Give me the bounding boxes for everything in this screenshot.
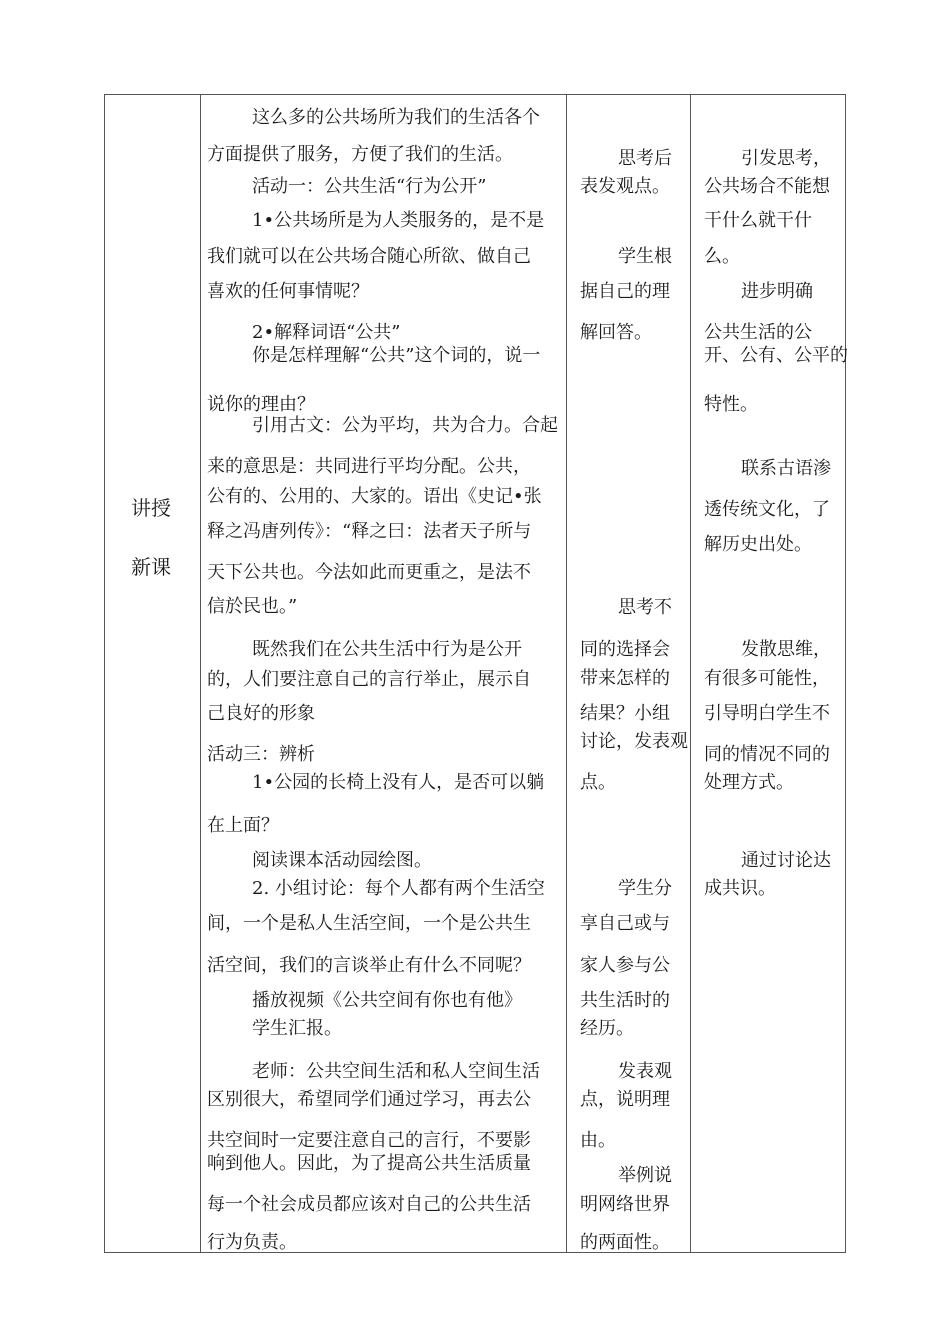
activity-heading: 活动一：公共生活“行为公开”	[252, 176, 487, 197]
student-line: 思考后	[618, 148, 672, 169]
student-line: 发表观	[618, 1061, 672, 1082]
student-line: 解回答。	[580, 322, 652, 343]
content-line: 方面提供了服务，方便了我们的生活。	[207, 144, 513, 165]
intent-line: 透传统文化，了	[704, 499, 830, 520]
content-line: 来的意思是：共同进行平均分配。公共，	[207, 456, 531, 477]
intent-line: 引发思考，	[741, 148, 831, 169]
column-divider	[200, 95, 201, 1252]
stage-label: 讲授	[131, 496, 171, 520]
content-line: 释之冯唐列传》：“释之曰：法者天子所与	[207, 521, 532, 542]
student-line: 结果？小组	[580, 703, 670, 724]
intent-line: 处理方式。	[704, 772, 794, 793]
content-line: 公有的、公用的、大家的。语出《史记•张	[207, 486, 542, 507]
student-line: 据自己的理	[580, 281, 670, 302]
intent-line: 解历史出处。	[704, 534, 812, 555]
intent-line: 进步明确	[741, 281, 813, 302]
intent-line: 么。	[704, 246, 740, 267]
intent-line: 公共场合不能想	[704, 176, 830, 197]
student-line: 的两面性。	[580, 1232, 670, 1253]
student-line: 由。	[580, 1130, 616, 1151]
intent-line: 干什么就干什	[704, 210, 812, 231]
student-line: 共生活时的	[580, 990, 670, 1011]
student-line: 讨论，发表观	[580, 731, 688, 752]
content-line: 间，一个是私人生活空间，一个是公共生	[207, 913, 531, 934]
student-line: 学生根	[618, 246, 672, 267]
student-line: 学生分	[618, 878, 672, 899]
column-divider	[690, 95, 691, 1252]
content-line: 喜欢的任何事情呢？	[207, 281, 369, 302]
intent-line: 特性。	[704, 394, 758, 415]
intent-line: 开、公有、公平的	[704, 345, 848, 366]
student-line: 点。	[580, 772, 616, 793]
content-line: 我们就可以在公共场合随心所欲、做自己	[207, 246, 531, 267]
intent-line: 有很多可能性，	[704, 668, 830, 689]
content-line: 老师：公共空间生活和私人空间生活	[252, 1061, 540, 1082]
student-line: 点，说明理	[580, 1089, 670, 1110]
intent-line: 发散思维，	[741, 639, 831, 660]
student-line: 举例说	[618, 1165, 672, 1186]
stage-label: 新课	[131, 555, 171, 579]
content-line: 播放视频《公共空间有你也有他》	[252, 990, 522, 1011]
content-line: 2•解释词语“公共”	[252, 322, 401, 343]
content-line: 你是怎样理解“公共”这个词的，说一	[252, 345, 541, 366]
content-line: 阅读课本活动园绘图。	[252, 850, 432, 871]
student-line: 享自己或与	[580, 913, 670, 934]
content-line: 既然我们在公共生活中行为是公开	[252, 639, 522, 660]
intent-line: 通过讨论达	[741, 850, 831, 871]
student-line: 思考不	[618, 597, 672, 618]
student-line: 经历。	[580, 1018, 634, 1039]
content-line: 信於民也。”	[207, 596, 298, 617]
content-line: 1•公共场所是为人类服务的，是不是	[252, 210, 545, 231]
content-line: 1•公园的长椅上没有人，是否可以躺	[252, 772, 545, 793]
intent-line: 同的情况不同的	[704, 744, 830, 765]
content-line: 2. 小组讨论：每个人都有两个生活空	[252, 878, 545, 899]
content-line: 己良好的形象	[207, 703, 315, 724]
student-line: 表发观点。	[580, 176, 670, 197]
content-line: 说你的理由？	[207, 394, 315, 415]
content-line: 区别很大，希望同学们通过学习，再去公	[207, 1089, 531, 1110]
student-line: 同的选择会	[580, 639, 670, 660]
content-line: 这么多的公共场所为我们的生活各个	[252, 107, 540, 128]
activity-heading: 活动三：辨析	[207, 744, 315, 765]
intent-line: 联系古语渗	[741, 458, 831, 479]
student-line: 带来怎样的	[580, 668, 670, 689]
content-line: 响到他人。因此，为了提高公共生活质量	[207, 1153, 531, 1174]
content-line: 的，人们要注意自己的言行举止，展示自	[207, 669, 531, 690]
content-line: 学生汇报。	[252, 1018, 342, 1039]
content-line: 天下公共也。今法如此而更重之，是法不	[207, 562, 531, 583]
content-line: 每一个社会成员都应该对自己的公共生活	[207, 1194, 531, 1215]
student-line: 家人参与公	[580, 955, 670, 976]
intent-line: 引导明白学生不	[704, 703, 830, 724]
intent-line: 成共识。	[704, 878, 776, 899]
student-line: 明网络世界	[580, 1194, 670, 1215]
content-line: 活空间，我们的言谈举止有什么不同呢？	[207, 955, 531, 976]
content-line: 行为负责。	[207, 1232, 297, 1253]
content-line: 引用古文：公为平均，共为合力。合起	[252, 415, 558, 436]
content-line: 共空间时一定要注意自己的言行，不要影	[207, 1130, 531, 1151]
intent-line: 公共生活的公	[704, 322, 812, 343]
content-line: 在上面？	[207, 815, 279, 836]
column-divider	[566, 95, 567, 1252]
